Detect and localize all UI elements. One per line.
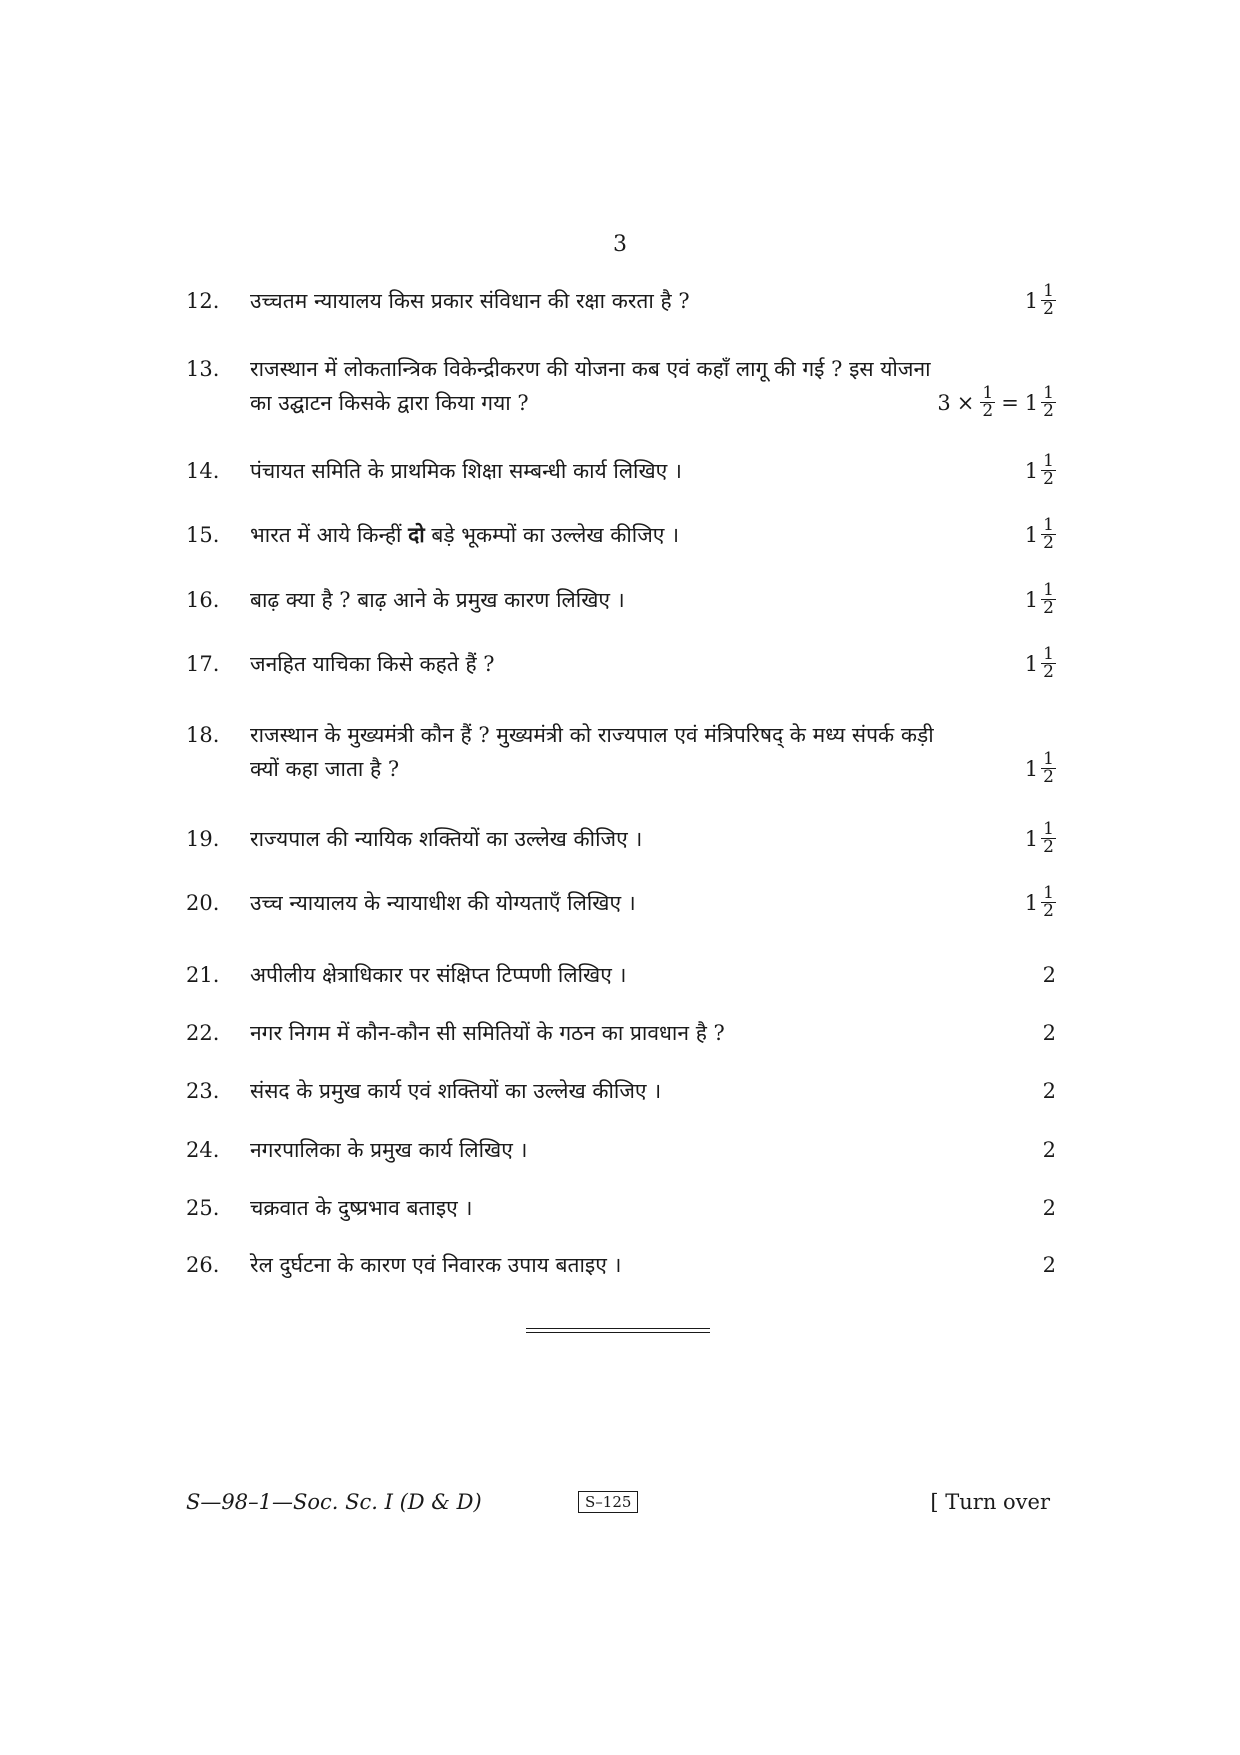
question-text: नगर निगम में कौन-कौन सी समितियों के गठन का प्रावधान है ? — [250, 1021, 725, 1045]
question-number: 23. — [186, 1079, 220, 1103]
emphasis-do: दो — [408, 522, 425, 547]
end-divider — [526, 1328, 710, 1333]
question-text: भारत में आये किन्हीं दो बड़े भूकम्पों का उल्लेख कीजिए । — [250, 522, 680, 547]
question-24 — [186, 1133, 1056, 1167]
question-text: बाढ़ क्या है ? बाढ़ आने के प्रमुख कारण लिखिए । — [250, 588, 625, 612]
question-marks: 2 — [1042, 1253, 1056, 1277]
footer-paper-code: S—98–1—Soc. Sc. I (D & D) — [186, 1490, 482, 1514]
question-22 — [186, 1016, 1056, 1050]
question-number: 22. — [186, 1021, 220, 1045]
question-text: रेल दुर्घटना के कारण एवं निवारक उपाय बताइए । — [250, 1253, 622, 1277]
question-text: पंचायत समिति के प्राथमिक शिक्षा सम्बन्धी कार्य लिखिए । — [250, 459, 682, 483]
question-text: उच्च न्यायालय के न्यायाधीश की योग्यताएँ लिखिए । — [250, 891, 636, 915]
question-text — [250, 352, 1056, 420]
question-number: 14. — [186, 459, 220, 483]
question-text: जनहित याचिका किसे कहते हैं ? — [250, 652, 495, 676]
question-13 — [186, 352, 1056, 420]
question-17 — [186, 644, 1056, 682]
question-marks: 1 $\frac{1}{2}$ — [1024, 749, 1054, 787]
question-15 — [186, 515, 1056, 553]
question-text — [250, 718, 1056, 786]
question-text: उच्चतम न्यायालय किस प्रकार संविधान की रक्षा करता है ? — [250, 289, 690, 313]
question-12 — [186, 281, 1056, 319]
question-19 — [186, 819, 1056, 857]
question-text-line1: राजस्थान के मुख्यमंत्री कौन हैं ? मुख्यमंत्री को राज्यपाल एवं मंत्रिपरिषद् के मध्य संपर्क कड़ी — [250, 723, 934, 747]
question-20 — [186, 883, 1056, 921]
question-number: 26. — [186, 1253, 220, 1277]
question-number: 19. — [186, 827, 220, 851]
question-marks: 1 $\frac{1}{2}$ — [1024, 819, 1054, 857]
question-marks: 1 $\frac{1}{2}$ — [1024, 515, 1054, 553]
question-marks: 2 — [1042, 1196, 1056, 1220]
question-marks: 2 — [1042, 1021, 1056, 1045]
question-23 — [186, 1074, 1056, 1108]
question-marks: 1 $\frac{1}{2}$ — [1024, 281, 1054, 319]
question-number: 16. — [186, 588, 220, 612]
question-marks: 3 × $\frac{1}{2}$ = 1 $\frac{1}{2}$ — [937, 383, 1054, 421]
footer-turn-over: [ Turn over — [930, 1490, 1050, 1514]
question-marks: 1 $\frac{1}{2}$ — [1024, 883, 1054, 921]
question-text: चक्रवात के दुष्प्रभाव बताइए । — [250, 1196, 473, 1220]
question-number: 20. — [186, 891, 220, 915]
question-14 — [186, 451, 1056, 489]
question-marks: 2 — [1042, 1079, 1056, 1103]
footer-set-box: S–125 — [578, 1491, 638, 1513]
question-text-line2: क्यों कहा जाता है ? — [250, 757, 400, 781]
question-number: 21. — [186, 963, 220, 987]
question-18 — [186, 718, 1056, 786]
question-number: 17. — [186, 652, 220, 676]
question-marks: 2 — [1042, 963, 1056, 987]
question-26 — [186, 1248, 1056, 1282]
question-text: संसद के प्रमुख कार्य एवं शक्तियों का उल्लेख कीजिए । — [250, 1079, 662, 1103]
question-number: 12. — [186, 289, 220, 313]
question-text: अपीलीय क्षेत्राधिकार पर संक्षिप्त टिप्पणी लिखिए । — [250, 963, 627, 987]
question-marks: 1 $\frac{1}{2}$ — [1024, 580, 1054, 618]
question-number: 13. — [186, 357, 220, 381]
question-marks: 1 $\frac{1}{2}$ — [1024, 644, 1054, 682]
question-number: 24. — [186, 1138, 220, 1162]
question-text: राज्यपाल की न्यायिक शक्तियों का उल्लेख कीजिए । — [250, 827, 643, 851]
question-16 — [186, 580, 1056, 618]
page-number: 3 — [613, 232, 627, 257]
question-number: 25. — [186, 1196, 220, 1220]
question-marks: 1 $\frac{1}{2}$ — [1024, 451, 1054, 489]
question-text-line2: का उद्घाटन किसके द्वारा किया गया ? — [250, 391, 529, 415]
question-marks: 2 — [1042, 1138, 1056, 1162]
question-text-line1: राजस्थान में लोकतान्त्रिक विकेन्द्रीकरण की योजना कब एवं कहाँ लागू की गई ? इस योजना — [250, 357, 931, 381]
question-21 — [186, 958, 1056, 992]
question-number: 18. — [186, 723, 220, 747]
question-number: 15. — [186, 523, 220, 547]
question-text: नगरपालिका के प्रमुख कार्य लिखिए । — [250, 1138, 528, 1162]
question-25 — [186, 1191, 1056, 1225]
